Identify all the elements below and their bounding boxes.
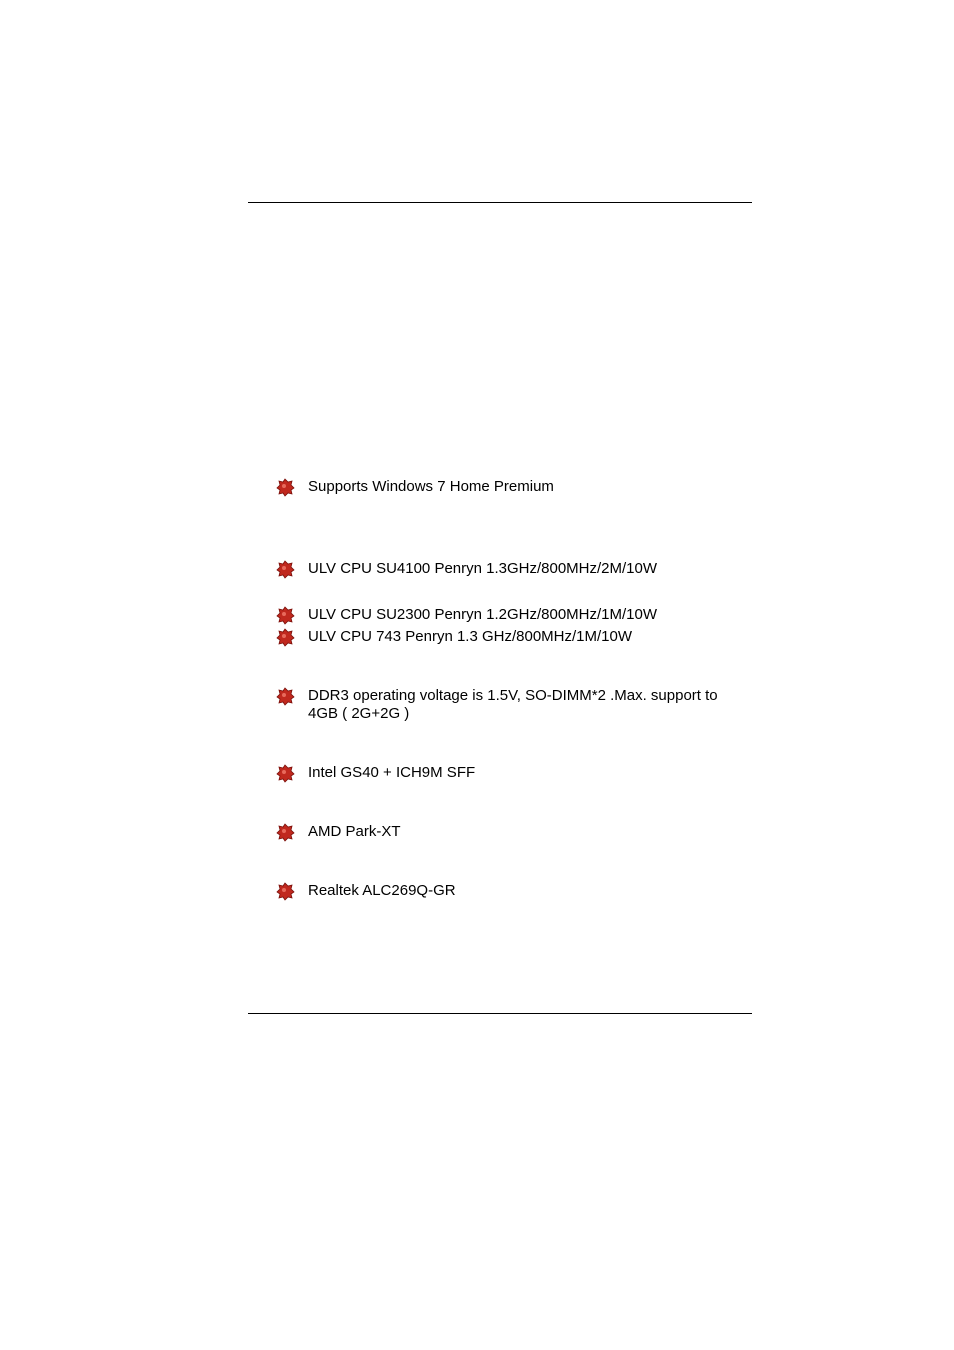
list-item-text: ULV CPU SU4100 Penryn 1.3GHz/800MHz/2M/10W — [308, 560, 658, 577]
list-item-text: DDR3 operating voltage is 1.5V, SO-DIMM*2 .Max. support to 4GB ( 2G+2G ) — [308, 687, 718, 722]
top-divider — [248, 202, 752, 203]
list-item-text: ULV CPU 743 Penryn 1.3 GHz/800MHz/1M/10W — [308, 628, 633, 645]
red-star-bullet-icon — [276, 882, 296, 902]
bottom-divider — [248, 1013, 752, 1014]
list-item-text: Supports Windows 7 Home Premium — [308, 478, 554, 495]
red-star-bullet-icon — [276, 560, 296, 580]
list-item-text: AMD Park-XT — [308, 823, 401, 840]
red-star-bullet-icon — [276, 478, 296, 498]
list-item-text: ULV CPU SU2300 Penryn 1.2GHz/800MHz/1M/10W — [308, 606, 658, 623]
red-star-bullet-icon — [276, 764, 296, 784]
red-star-bullet-icon — [276, 823, 296, 843]
list-item-text: Realtek ALC269Q-GR — [308, 882, 456, 899]
list-item-text: Intel GS40 + ICH9M SFF — [308, 764, 476, 781]
red-star-bullet-icon — [276, 606, 296, 626]
red-star-bullet-icon — [276, 628, 296, 648]
red-star-bullet-icon — [276, 687, 296, 707]
